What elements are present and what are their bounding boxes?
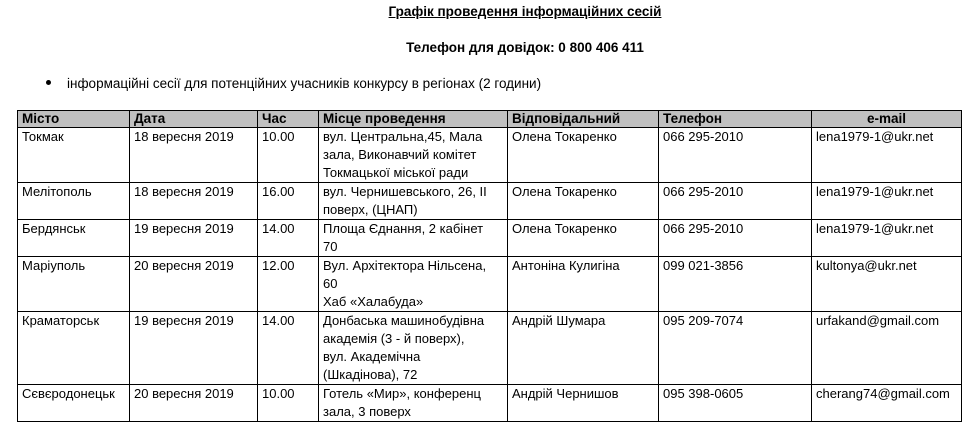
cell-email: lena1979-1@ukr.net [812,220,962,257]
cell-city: Бердянськ [18,220,130,257]
cell-date: 18 вересня 2019 [130,183,258,220]
cell-time: 14.00 [258,312,319,385]
cell-responsible: Антоніна Кулигіна [508,257,659,312]
col-header-phone: Телефон [659,111,812,128]
cell-city: Краматорськ [18,312,130,385]
place-line: Готель «Мир», конференц [323,386,481,401]
table-row [18,183,962,220]
cell-time: 16.00 [258,183,319,220]
cell-place [319,312,508,385]
place-line: поверх, (ЦНАП) [323,202,418,217]
cell-date: 20 вересня 2019 [130,385,258,422]
place-line: вул. Академічна [323,349,421,364]
place-line: Хаб «Халабуда» [323,294,424,309]
place-line: Токмацької міської ради [323,165,469,180]
cell-phone: 066 295-2010 [659,128,812,183]
place-line: академія (3 - й поверх), [323,331,465,346]
cell-city: Маріуполь [18,257,130,312]
cell-email: kultonya@ukr.net [812,257,962,312]
table-header-row [18,111,962,128]
cell-responsible: Андрій Шумара [508,312,659,385]
cell-email: urfakand@gmail.com [812,312,962,385]
cell-city: Сєвєродонецьк [18,385,130,422]
cell-phone: 095 398-0605 [659,385,812,422]
cell-email: lena1979-1@ukr.net [812,183,962,220]
place-line: вул. Чернишевського, 26, ІІ [323,184,487,199]
place-line: Вул. Архітектора Нільсена, [323,258,487,273]
cell-place [319,385,508,422]
help-phone: Телефон для довідок: 0 800 406 411 [406,40,644,55]
col-header-email: e-mail [812,111,962,128]
bullet-icon [46,80,51,85]
cell-responsible: Олена Токаренко [508,220,659,257]
place-line: вул. Центральна,45, Мала [323,129,483,144]
bullet-text: інформаційні сесії для потенційних учасників конкурсу в регіонах (2 години) [67,76,542,91]
table-row [18,385,962,422]
place-line: 60 [323,276,338,291]
col-header-place: Місце проведення [319,111,508,128]
cell-city: Токмак [18,128,130,183]
table-row [18,128,962,183]
place-line: Донбаська машинобудівна [323,313,485,328]
cell-email: cherang74@gmail.com [812,385,962,422]
bullet-item [46,76,541,91]
cell-responsible: Андрій Чернишов [508,385,659,422]
cell-time: 10.00 [258,385,319,422]
cell-time: 12.00 [258,257,319,312]
cell-date: 19 вересня 2019 [130,220,258,257]
cell-time: 14.00 [258,220,319,257]
place-line: Площа Єднання, 2 кабінет [323,221,484,236]
cell-phone: 099 021-3856 [659,257,812,312]
document-title: Графік проведення інформаційних сесій [388,4,662,19]
col-header-city: Місто [18,111,130,128]
col-header-date: Дата [130,111,258,128]
cell-phone: 066 295-2010 [659,183,812,220]
cell-date: 19 вересня 2019 [130,312,258,385]
place-line: 70 [323,239,338,254]
cell-responsible: Олена Токаренко [508,183,659,220]
place-line: зала, 3 поверх [323,404,411,419]
col-header-time: Час [258,111,319,128]
cell-date: 18 вересня 2019 [130,128,258,183]
cell-city: Мелітополь [18,183,130,220]
cell-responsible: Олена Токаренко [508,128,659,183]
table-row [18,220,962,257]
cell-time: 10.00 [258,128,319,183]
cell-place [319,257,508,312]
col-header-responsible: Відповідальний [508,111,659,128]
cell-phone: 066 295-2010 [659,220,812,257]
table-row [18,312,962,385]
table-row [18,257,962,312]
cell-place [319,128,508,183]
place-line: зала, Виконавчий комітет [323,147,477,162]
cell-place [319,183,508,220]
cell-place [319,220,508,257]
sessions-table [17,110,962,422]
place-line: (Шкадінова), 72 [323,367,418,382]
cell-date: 20 вересня 2019 [130,257,258,312]
cell-phone: 095 209-7074 [659,312,812,385]
cell-email: lena1979-1@ukr.net [812,128,962,183]
